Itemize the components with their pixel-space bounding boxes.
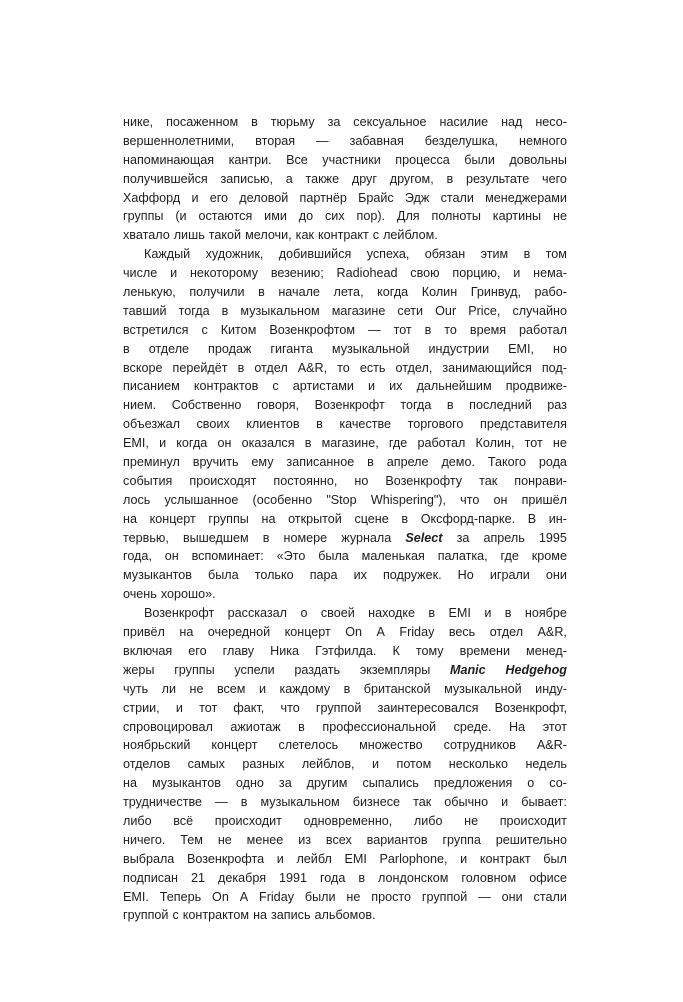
text-line: хватало лишь такой мелочи, как контракт с лейблом. [123, 228, 438, 243]
text-line: тервью, вышедшем в номере журнала Select за апрель 1995 [123, 530, 567, 545]
text-line: спровоцировал ажиотаж в профессиональной среде. На этот [123, 719, 567, 734]
text-line: напоминающая кантри. Все участники процесса были довольны [123, 152, 567, 167]
text-line: Возенкрофт рассказал о своей находке в EMI и в ноябре [144, 606, 567, 621]
text-line: вершеннолетними, вторая — забавная безделушка, немного [123, 133, 567, 148]
text-line: тавший тогда в музыкальном магазине сети Our Price, случайно [123, 303, 567, 318]
text-line: лось услышанное (особенно "Stop Whispering"), что он пришёл [123, 492, 567, 507]
text-line: привёл на очередной концерт On A Friday весь отдел A&R, [123, 625, 567, 640]
text-line: события происходят постоянно, но Возенкрофту так понрави- [123, 473, 567, 488]
text-line: EMI, и когда он оказался в магазине, где работал Колин, тот не [123, 436, 567, 451]
text-line: года, он вспоминает: «Это была маленькая палатка, где кроме [123, 549, 567, 564]
body-text [123, 113, 567, 925]
text-line: писанием контрактов с артистами и их дальнейшим продвиже- [123, 379, 567, 394]
text-line: на музыкантов одно за другим сыпались предложения о со- [123, 776, 567, 791]
text-line: в отделе продаж гиганта музыкальной индустрии EMI, но [123, 341, 567, 356]
text-line: нике, посаженном в тюрьму за сексуальное насилие над несо- [123, 115, 567, 129]
text-line: EMI. Теперь On A Friday были не просто группой — они стали [123, 889, 567, 904]
text-line: встретился с Китом Возенкрофтом — тот в то время работал [123, 322, 567, 337]
text-line: трудничестве — в музыкальном бизнесе так обычно и бывает: [123, 795, 567, 810]
text-line: либо всё происходит одновременно, либо не происходит [123, 813, 567, 828]
text-line: отделов самых разных лейблов, и потом несколько недель [123, 757, 567, 772]
paragraph [123, 113, 567, 245]
text-line: на концерт группы на открытой сцене в Оксфорд-парке. В ин- [123, 511, 567, 526]
text-line: группы (и остаются ими до сих пор). Для полноты картины не [123, 209, 567, 224]
text-line: объезжал своих клиентов в качестве торгового представителя [123, 417, 567, 432]
text-line: ленькую, получили в начале лета, когда Колин Гринвуд, рабо- [123, 285, 567, 300]
text-line: музыкантов была только пара их подружек. Но играли они [123, 568, 567, 583]
text-line: выбрала Возенкрофта и лейбл EMI Parlophone, и контракт был [123, 851, 567, 866]
text-line: стрии, и тот факт, что группой заинтересовался Возенкрофт, [123, 700, 567, 715]
text-line: Хаффорд и его деловой партнёр Брайс Эдж стали менеджерами [123, 190, 567, 205]
text-line: чуть ли не всем и каждому в британской музыкальной инду- [123, 681, 567, 696]
text-line: ничего. Тем не менее из всех вариантов группа решительно [123, 832, 567, 847]
text-line: очень хорошо». [123, 587, 216, 602]
text-line: жеры группы успели раздать экземпляры Manic Hedgehog [123, 662, 567, 677]
text-line: преминул вручить ему записанное в апреле демо. Такого рода [123, 455, 567, 470]
paragraph [123, 604, 567, 925]
text-line: вскоре перейдёт в отдел A&R, то есть отдел, занимающийся под- [123, 360, 567, 375]
text-line: Каждый художник, добившийся успеха, обязан этим в том [144, 247, 567, 262]
text-line: нием. Собственно говоря, Возенкрофт тогда в последний раз [123, 398, 567, 413]
text-line: ноябрьский концерт слетелось множество сотрудников A&R- [123, 738, 567, 753]
paragraph [123, 245, 567, 604]
text-line: подписан 21 декабря 1991 года в лондонском головном офисе [123, 870, 567, 885]
text-line: группой с контрактом на запись альбомов. [123, 908, 376, 923]
text-line: числе и некоторому везению; Radiohead свою порцию, и нема- [123, 266, 567, 281]
text-line: получившейся записью, а также друг другом, в результате чего [123, 171, 567, 186]
text-line: включая его главу Ника Гэтфилда. К тому времени менед- [123, 643, 567, 658]
